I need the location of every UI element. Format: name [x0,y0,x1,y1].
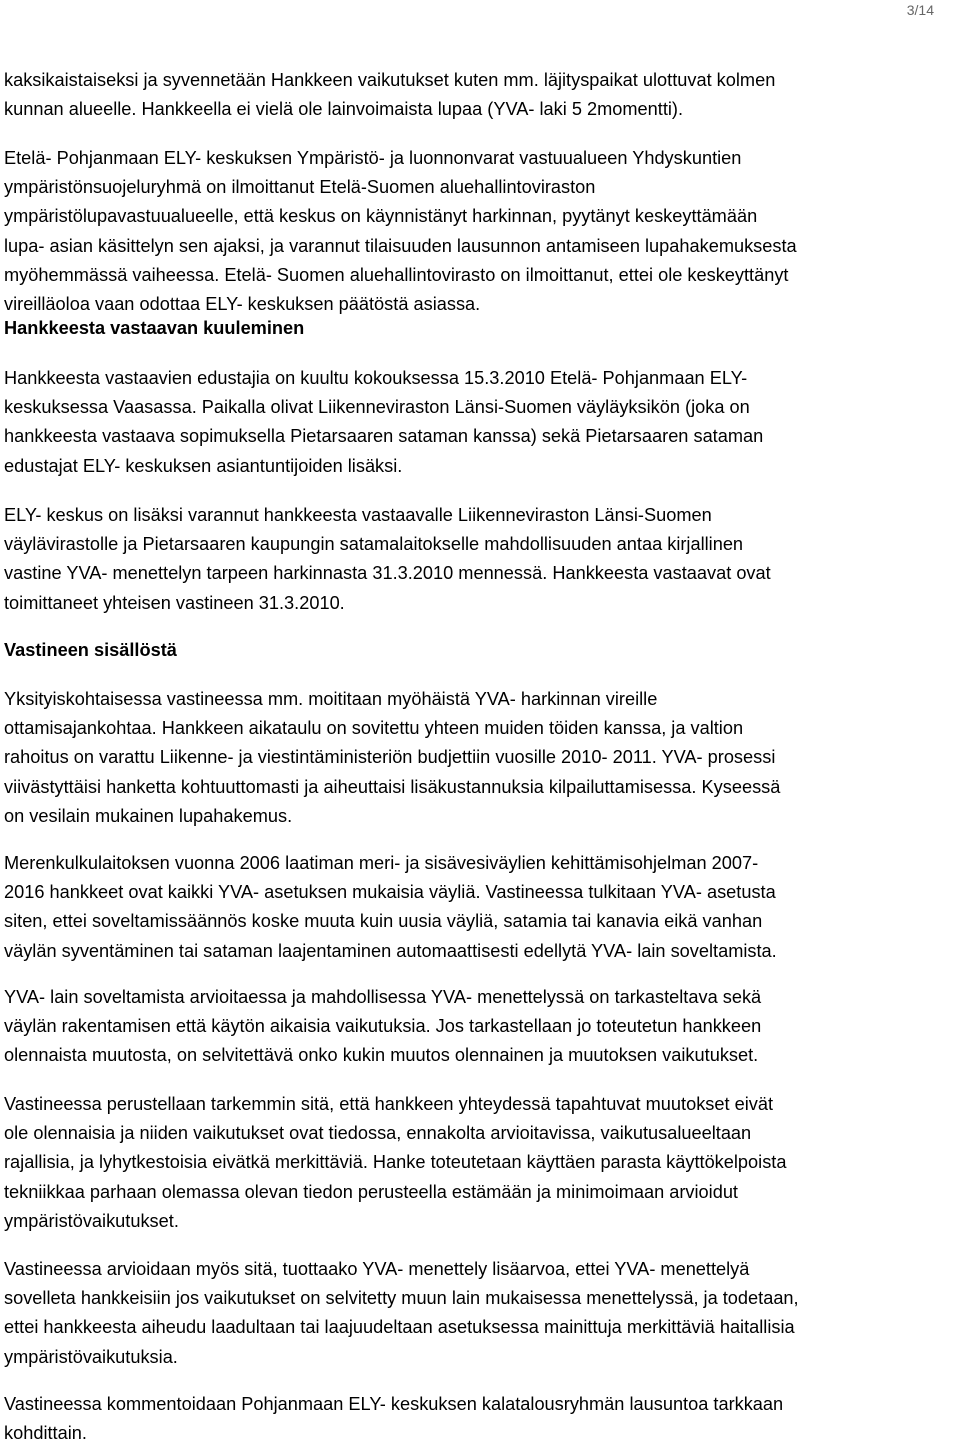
text-line: ELY- keskus on lisäksi varannut hankkeesta vastaavalle Liikenneviraston Länsi-Suomen [4,505,712,525]
text-line: väylävirastolle ja Pietarsaaren kaupungin satamalaitokselle mahdollisuuden antaa kirjallinen [4,534,744,555]
text-line: viivästyttäisi hanketta kohtuuttomasti ja aiheuttaisi lisäkustannuksia kilpailuttamisessa. Kyseessä [4,776,781,797]
text-line: lupa- asian käsittelyn sen ajaksi, ja varannut tilaisuuden lausunnon antamiseen lupahakemuksesta [4,235,797,256]
paragraph-hearing-meeting [4,364,763,481]
text-line: väylän rakentamisen että käytön aikaisia vaikutuksia. Jos tarkastellaan jo toteutetun hankkeen [4,1016,762,1037]
text-line: ympäristönsuojeluryhmä on ilmoittanut Etelä-Suomen aluehallintoviraston [4,177,596,198]
paragraph-justification [4,1090,786,1236]
text-line: vireilläoloa vaan odottaa ELY- keskuksen päätöstä asiassa. [4,294,481,315]
paragraph-added-value [4,1255,799,1372]
text-line: väylän syventäminen tai sataman laajentaminen automaattisesti edellytä YVA- lain soveltamista. [4,940,777,961]
paragraph-development-program [4,849,777,966]
text-line: YVA- lain soveltamista arvioitaessa ja mahdollisessa YVA- menettelyssä on tarkasteltava sekä [4,987,762,1007]
text-line: Etelä- Pohjanmaan ELY- keskuksen Ympäristö- ja luonnonvarat vastuualueen Yhdyskuntien [4,148,742,168]
paragraph-written-response [4,501,771,618]
text-line: kaksikaistaiseksi ja syvennetään Hankkeen vaikutukset kuten mm. läjityspaikat ulottuvat kolmen [4,70,776,90]
text-line: 2016 hankkeet ovat kaikki YVA- asetuksen mukaisia väyliä. Vastineessa tulkitaan YVA- asetusta [4,882,776,903]
text-line: keskuksessa Vaasassa. Paikalla olivat Liikenneviraston Länsi-Suomen väyläyksikön (joka on [4,397,750,418]
text-line: myöhemmässä vaiheessa. Etelä- Suomen aluehallintovirasto on ilmoittanut, ettei ole keskeyttänyt [4,264,789,285]
text-line: on vesilain mukainen lupahakemus. [4,805,293,826]
text-line: Merenkulkulaitoksen vuonna 2006 laatiman meri- ja sisävesiväylien kehittämisohjelman 2007- [4,853,759,873]
text-line: tekniikkaa parhaan olemassa olevan tiedon perusteella estämään ja minimoimaan arvioidut [4,1181,738,1202]
text-line: kunnan alueelle. Hankkeella ei vielä ole lainvoimaista lupaa (YVA- laki 5 2momentti). [4,99,684,120]
paragraph-fisheries-comment [4,1390,783,1448]
text-line: Hankkeesta vastaavien edustajia on kuultu kokouksessa 15.3.2010 Etelä- Pohjanmaan ELY- [4,368,748,388]
text-line: olennaista muutosta, on selvitettävä onko kukin muutos olennainen ja muutoksen vaikutukset. [4,1045,759,1066]
text-line: Vastineessa kommentoidaan Pohjanmaan ELY- keskuksen kalatalousryhmän lausuntoa tarkkaan [4,1394,784,1414]
text-line: Yksityiskohtaisessa vastineessa mm. moititaan myöhäistä YVA- harkinnan vireille [4,689,658,709]
page-number: 3/14 [906,2,934,18]
paragraph-project-status [4,66,775,124]
section-heading-response-content: Vastineen sisällöstä [4,640,177,660]
text-line: edustajat ELY- keskuksen asiantuntijoiden lisäksi. [4,455,403,476]
text-line: siten, ettei soveltamissäännös koske muuta kuin uusia väyliä, satamia tai kanavia eikä vanhan [4,911,763,932]
text-line: ole olennaisia ja niiden vaikutukset ovat tiedossa, ennakolta arvioitavissa, vaikutusalueeltaan [4,1123,752,1144]
paragraph-ely-notice [4,144,797,319]
text-line: hankkeesta vastaava sopimuksella Pietarsaaren sataman kanssa) sekä Pietarsaaren sataman [4,426,764,447]
text-line: rahoitus on varattu Liikenne- ja viestintäministeriön budjettiin vuosille 2010- 2011. YVA- prosessi [4,747,776,768]
text-line: vastine YVA- menettelyn tarpeen harkinnasta 31.3.2010 mennessä. Hankkeesta vastaavat ovat [4,563,771,584]
text-line: kohdittain. [4,1423,87,1444]
text-line: ettei hankkeesta aiheudu laadultaan tai laajuudeltaan asetuksessa mainittuja merkittäviä haitallisia [4,1317,795,1338]
text-line: Vastineessa perustellaan tarkemmin sitä, että hankkeen yhteydessä tapahtuvat muutokset eivät [4,1094,774,1114]
text-line: ympäristövaikutukset. [4,1210,179,1231]
section-heading-hearing: Hankkeesta vastaavan kuuleminen [4,318,305,338]
paragraph-yva-assessment [4,983,761,1071]
text-line: ottamisajankohtaa. Hankkeen aikataulu on sovitettu yhteen muiden töiden kanssa, ja valtion [4,718,744,739]
text-line: ympäristölupavastuualueelle, että keskus on käynnistänyt harkinnan, pyytänyt keskeyttämään [4,206,758,227]
text-line: ympäristövaikutuksia. [4,1346,178,1367]
text-line: toimittaneet yhteisen vastineen 31.3.2010. [4,592,345,613]
text-line: sovelleta hankkeisiin jos vaikutukset on selvitetty muun lain mukaisessa menettelyssä, ja todetaan, [4,1288,799,1309]
text-line: Vastineessa arvioidaan myös sitä, tuottaako YVA- menettely lisäarvoa, ettei YVA- menettelyä [4,1259,750,1279]
paragraph-response-timing [4,685,780,831]
text-line: rajallisia, ja lyhytkestoisia eivätkä merkittäviä. Hanke toteutetaan käyttäen parasta käyttökelpoista [4,1152,787,1173]
